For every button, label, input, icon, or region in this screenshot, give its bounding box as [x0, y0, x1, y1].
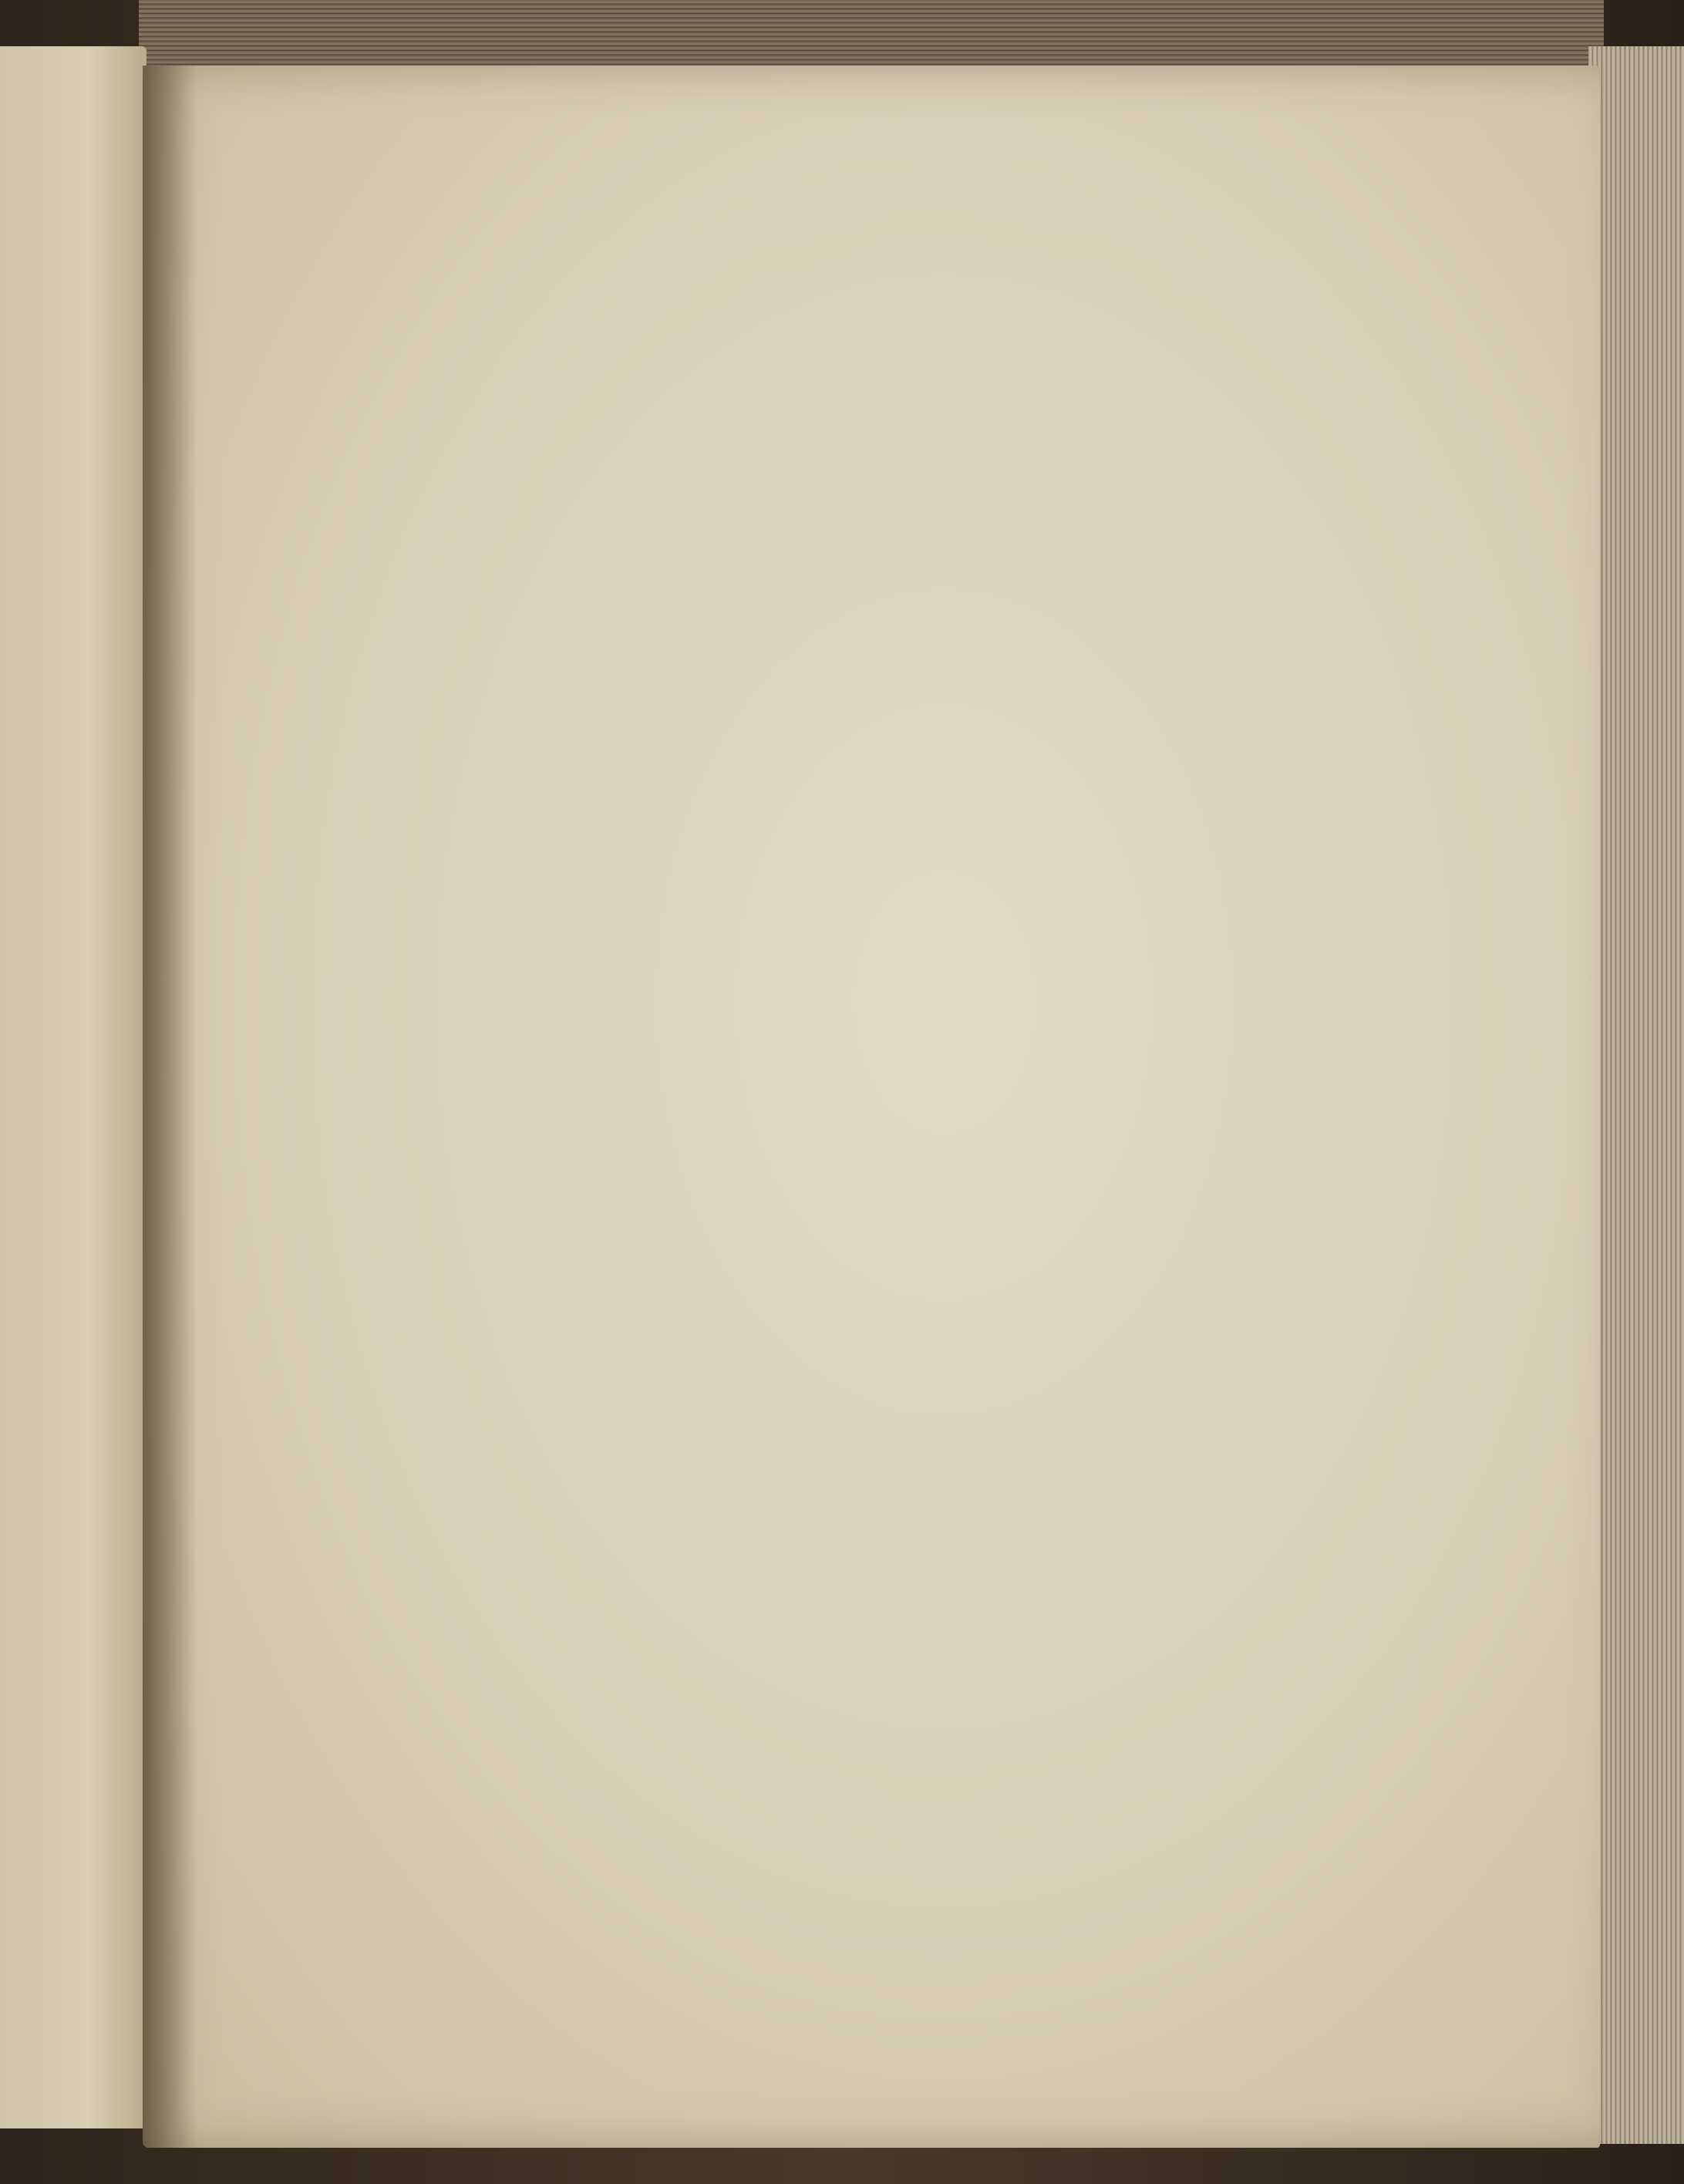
page-stack-edge	[1588, 46, 1684, 2144]
gutter-shadow	[143, 66, 197, 2148]
page	[143, 66, 1600, 2148]
left-page-edge	[0, 46, 147, 2128]
